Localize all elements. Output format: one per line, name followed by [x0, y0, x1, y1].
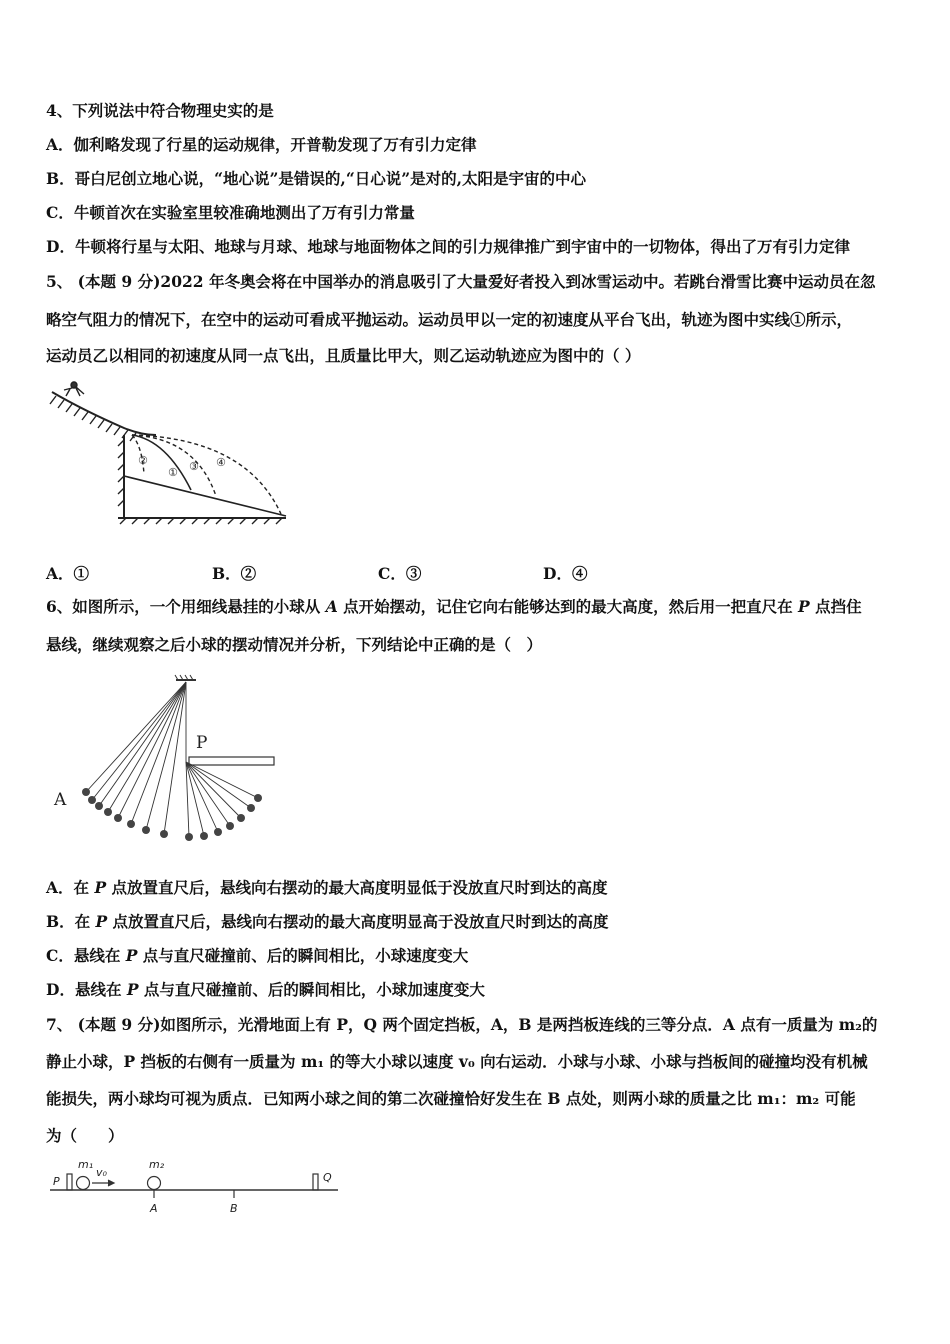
q5-option-d: D．④ [543, 564, 588, 583]
ski-jump-figure [46, 378, 296, 528]
trajectory-label-2: ② [138, 454, 148, 467]
q5-stem-line-2: 略空气阻力的情况下，在空中的运动可看成平抛运动。运动员甲以一定的初速度从平台飞出，轨迹为图中实线①所示， [46, 310, 853, 329]
q6-stem-line-1: 6、如图所示，一个用细线悬挂的小球从 A 点开始摆动，记住它向右能够达到的最大高度，然后用一把直尺在 P 点挡住 [46, 597, 862, 616]
q5-stem-line-3: 运动员乙以相同的初速度从同一点飞出，且质量比甲大，则乙运动轨迹应为图中的（ ） [46, 346, 641, 365]
q5-option-a: A．① [46, 564, 90, 583]
q4-option-b: B．哥白尼创立地心说，“地心说”是错误的,“日心说”是对的,太阳是宇宙的中心 [46, 169, 587, 188]
pendulum-label-p: P [196, 733, 208, 753]
q4-stem: 4、下列说法中符合物理史实的是 [46, 101, 274, 120]
ball-m1 [77, 1177, 90, 1190]
q5-option-c: C．③ [378, 564, 422, 583]
q7-stem-line-3: 能损失，两小球均可视为质点．已知两小球之间的第二次碰撞恰好发生在 B 点处，则两小球的质量之比 m₁：m₂ 可能 [46, 1089, 856, 1108]
q4-option-a: A．伽利略发现了行星的运动规律，开普勒发现了万有引力定律 [46, 135, 477, 154]
pendulum-label-a: A [54, 790, 67, 810]
barrier-p [67, 1174, 72, 1190]
q7-stem-line-4: 为（ ） [46, 1126, 124, 1145]
q7-stem-line-1: 7、 (本题 9 分)如图所示，光滑地面上有 P，Q 两个固定挡板，A，B 是两挡板连线的三等分点．A 点有一质量为 m₂的 [46, 1015, 878, 1034]
label-b: B [230, 1202, 238, 1215]
q4-option-d: D．牛顿将行星与太阳、地球与月球、地球与地面物体之间的引力规律推广到宇宙中的一切物体，得出了万有引力定律 [46, 237, 850, 256]
q6-stem-line-2: 悬线，继续观察之后小球的摆动情况并分析，下列结论中正确的是（ ） [46, 635, 543, 654]
trajectory-label-1: ① [168, 466, 178, 479]
collision-figure [46, 1156, 346, 1220]
q6-option-c: C．悬线在 P 点与直尺碰撞前、后的瞬间相比，小球速度变大 [46, 946, 469, 965]
q7-stem-line-2: 静止小球，P 挡板的右侧有一质量为 m₁ 的等大小球以速度 v₀ 向右运动．小球与小球、小球与挡板间的碰撞均没有机械 [46, 1052, 868, 1071]
pendulum-figure [46, 672, 286, 857]
q5-option-b: B．② [212, 564, 257, 583]
q6-option-a: A．在 P 点放置直尺后，悬线向右摆动的最大高度明显低于没放直尺时到达的高度 [46, 878, 608, 897]
label-v0: v₀ [96, 1166, 107, 1179]
q4-option-c: C．牛顿首次在实验室里较准确地测出了万有引力常量 [46, 203, 415, 222]
q6-option-d: D．悬线在 P 点与直尺碰撞前、后的瞬间相比，小球加速度变大 [46, 980, 485, 999]
trajectory-label-3: ③ [189, 460, 199, 473]
label-m2: m₂ [149, 1158, 165, 1171]
barrier-q [313, 1174, 318, 1190]
label-p: P [53, 1175, 60, 1188]
label-m1: m₁ [78, 1158, 94, 1171]
q5-stem-line-1: 5、 (本题 9 分)2022 年冬奥会将在中国举办的消息吸引了大量爱好者投入到冰雪运动中。若跳台滑雪比赛中运动员在忽 [46, 272, 876, 291]
trajectory-label-4: ④ [216, 456, 226, 469]
q6-option-b: B．在 P 点放置直尺后，悬线向右摆动的最大高度明显高于没放直尺时到达的高度 [46, 912, 609, 931]
skier-icon [64, 382, 84, 396]
ball-m2 [148, 1177, 161, 1190]
label-q: Q [323, 1171, 332, 1184]
label-a: A [150, 1202, 158, 1215]
